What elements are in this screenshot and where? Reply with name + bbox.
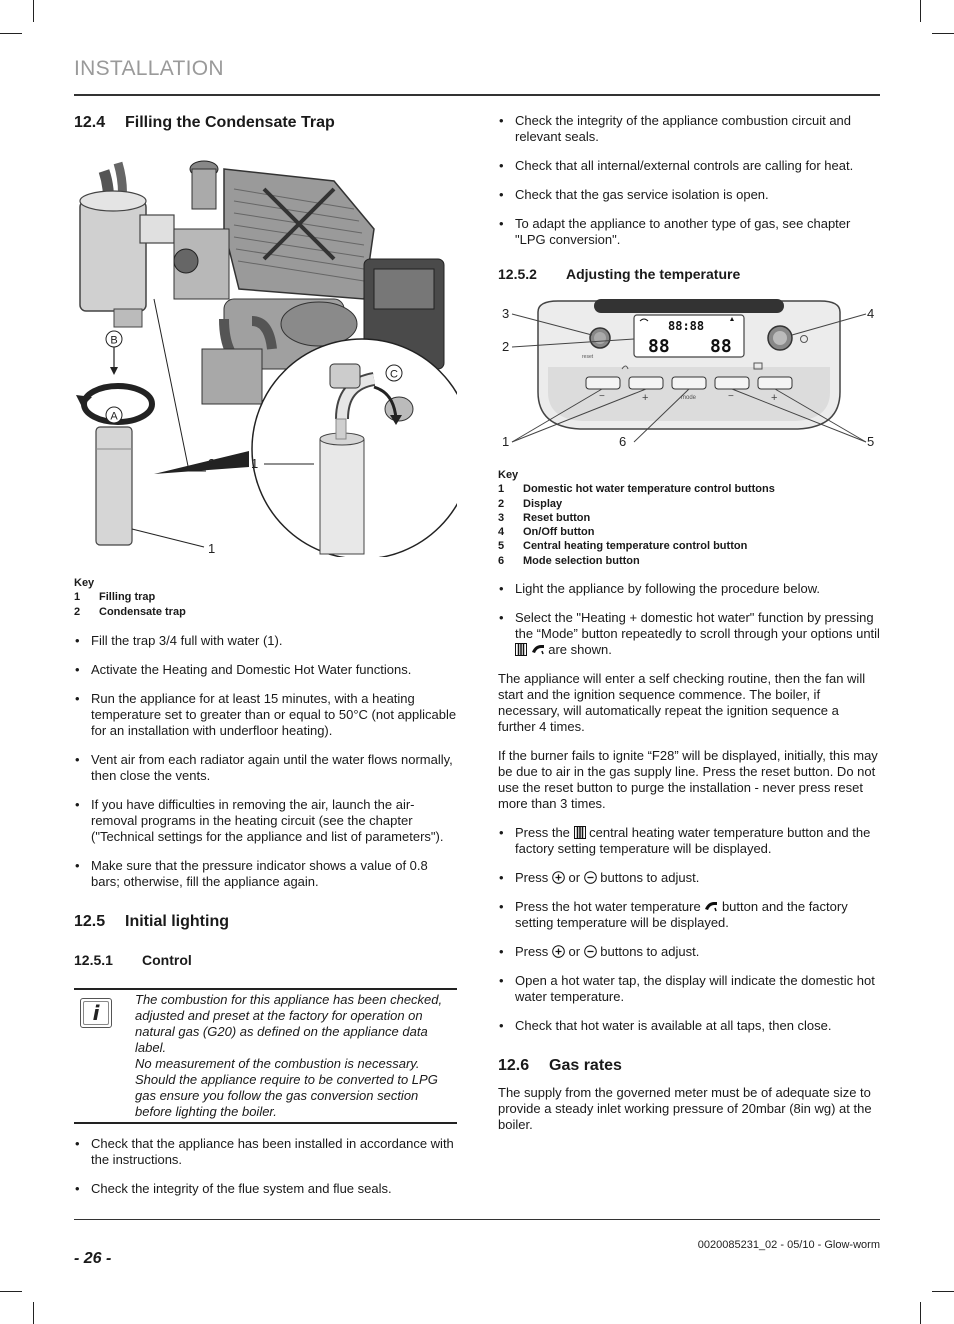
list-item: • If you have difficulties in removing the air, launch the air-removal programs in the heating circuit (see the chapter ("Technical settings for the appliance and list of parameters"). <box>74 797 457 845</box>
list-item: • Run the appliance for at least 15 minutes, with a heating temperature set to greater than or equal to 50°C (not applicable for an installation with underfloor heating). <box>74 691 457 739</box>
list-item: • Press or buttons to adjust. <box>498 944 880 960</box>
lighting-bullets <box>498 581 880 658</box>
svg-text:88:88: 88:88 <box>668 319 705 333</box>
list-item: • Check the integrity of the appliance combustion circuit and relevant seals. <box>498 113 880 145</box>
paragraph: If the burner fails to ignite “F28” will be displayed, initially, this may be due to air in the gas supply line. Press the reset button. Do not use the reset button to purge the installation - never press reset more than 3 times. <box>498 748 878 812</box>
right-column <box>498 113 880 1146</box>
minus-circle-icon <box>584 945 597 958</box>
svg-text:−: − <box>599 391 605 402</box>
section-heading-12-5-2: 12.5.2 Adjusting the temperature <box>498 266 741 282</box>
minus-circle-icon <box>584 871 597 884</box>
radiator-icon <box>515 643 527 656</box>
info-text: The combustion for this appliance has been checked, adjusted and preset at the factory for operation on natural gas (G20) as defined on the appliance data label. <box>135 991 443 1055</box>
section-heading-12-5-1: 12.5.1 Control <box>74 951 192 968</box>
list-item: • Check the integrity of the flue system and flue seals. <box>74 1181 457 1197</box>
list-item: • Select the "Heating + domestic hot water" function by pressing the “Mode” button repeatedly to scroll through your options until are shown. <box>498 610 880 658</box>
list-item: • Fill the trap 3/4 full with water (1). <box>74 633 457 649</box>
list-item: • Check that hot water is available at all taps, then close. <box>498 1018 880 1034</box>
svg-text:−: − <box>728 391 734 402</box>
svg-text:C: C <box>390 368 398 381</box>
list-item: • Press or buttons to adjust. <box>498 870 880 886</box>
list-item: • Check that the gas service isolation is open. <box>498 187 880 203</box>
list-item: • Vent air from each radiator again until the water flows normally, then close the vents. <box>74 752 457 784</box>
control-bullets-left <box>74 1136 457 1197</box>
svg-text:1: 1 <box>208 541 216 556</box>
svg-text:6: 6 <box>619 434 627 449</box>
tap-icon <box>704 900 718 913</box>
crop-mark <box>932 1291 954 1292</box>
crop-mark <box>920 1302 921 1324</box>
svg-text:1: 1 <box>251 456 259 471</box>
radiator-icon <box>574 826 586 839</box>
list-item: • Make sure that the pressure indicator shows a value of 0.8 bars; otherwise, fill the appliance again. <box>74 858 457 890</box>
control-panel-illustration <box>498 297 880 465</box>
condensate-trap-illustration <box>74 149 457 557</box>
condensate-bullets <box>74 633 457 890</box>
svg-text:A: A <box>110 410 118 423</box>
info-icon: i <box>80 998 112 1028</box>
key-title: Key <box>498 469 519 481</box>
key-title: Key <box>74 577 95 589</box>
svg-text:B: B <box>110 334 118 347</box>
adjust-bullets <box>498 825 880 1034</box>
svg-text:2: 2 <box>208 456 216 471</box>
svg-text:5: 5 <box>867 434 875 449</box>
crop-mark <box>932 33 954 34</box>
svg-text:88: 88 <box>648 336 670 357</box>
condensate-trap-figure <box>74 149 457 557</box>
key-row: 3 Reset button <box>498 511 591 524</box>
svg-text:4: 4 <box>867 306 875 321</box>
crop-mark <box>33 0 34 22</box>
paragraph: The appliance will enter a self checking routine, then the fan will start and the ignition sequence commence. The boiler, if necessary, will automatically repeat the ignition sequence a further 4 times. <box>498 671 866 735</box>
key-row: 4 On/Off button <box>498 526 595 539</box>
svg-text:88: 88 <box>710 336 732 357</box>
header-divider <box>74 94 880 96</box>
section-heading-12-5: 12.5 Initial lighting <box>74 912 229 930</box>
section-heading-12-6: 12.6 Gas rates <box>498 1057 622 1075</box>
key-row: 2 Display <box>498 497 563 510</box>
list-item: • Press the central heating water temperature button and the factory setting temperature will be displayed. <box>498 825 880 857</box>
key-row: 1 Domestic hot water temperature control buttons <box>498 483 775 496</box>
control-panel-figure <box>498 297 880 465</box>
svg-text:mode: mode <box>681 395 697 401</box>
paragraph: The supply from the governed meter must be of adequate size to provide a steady inlet working pressure of 20mbar (8in wg) at the boiler. <box>498 1085 872 1133</box>
control-bullets-right <box>498 113 880 248</box>
crop-mark <box>0 1291 22 1292</box>
footer-divider <box>74 1219 880 1220</box>
plus-circle-icon <box>552 871 565 884</box>
key-row: 5 Central heating temperature control button <box>498 540 748 553</box>
list-item: • Press the hot water temperature button and the factory setting temperature will be displayed. <box>498 899 880 931</box>
crop-mark <box>0 33 22 34</box>
crop-mark <box>920 0 921 22</box>
svg-text:+: + <box>771 392 778 404</box>
svg-text:+: + <box>642 392 649 404</box>
key-row: 6 Mode selection button <box>498 554 640 567</box>
svg-text:3: 3 <box>502 306 510 321</box>
left-column <box>74 113 457 1210</box>
list-item: • Check that all internal/external controls are calling for heat. <box>498 158 880 174</box>
svg-text:1: 1 <box>502 434 510 449</box>
info-note <box>74 988 457 1124</box>
key-row: 1 Filling trap <box>74 591 156 604</box>
list-item: • Open a hot water tap, the display will indicate the domestic hot water temperature. <box>498 973 880 1005</box>
condensate-key <box>74 576 457 619</box>
tap-icon <box>531 643 545 656</box>
control-panel-key <box>498 468 880 568</box>
svg-text:reset: reset <box>582 354 594 360</box>
svg-text:2: 2 <box>502 339 510 354</box>
page-header-title: INSTALLATION <box>74 57 224 80</box>
plus-circle-icon <box>552 945 565 958</box>
crop-mark <box>33 1302 34 1324</box>
list-item: • Check that the appliance has been installed in accordance with the instructions. <box>74 1136 457 1168</box>
list-item: • To adapt the appliance to another type of gas, see chapter "LPG conversion". <box>498 216 880 248</box>
key-row: 2 Condensate trap <box>74 605 186 618</box>
list-item: • Light the appliance by following the procedure below. <box>498 581 880 597</box>
info-text: No measurement of the combustion is necessary. Should the appliance require to be converted to LPG gas ensure you follow the gas conversion section before lighting the boiler. <box>135 1055 438 1119</box>
page-number: - 26 - <box>74 1250 112 1267</box>
footer-document-ref: 0020085231_02 - 05/10 - Glow-worm <box>697 1239 880 1251</box>
list-item: • Activate the Heating and Domestic Hot Water functions. <box>74 662 457 678</box>
section-heading-12-4: 12.4 Filling the Condensate Trap <box>74 114 335 131</box>
